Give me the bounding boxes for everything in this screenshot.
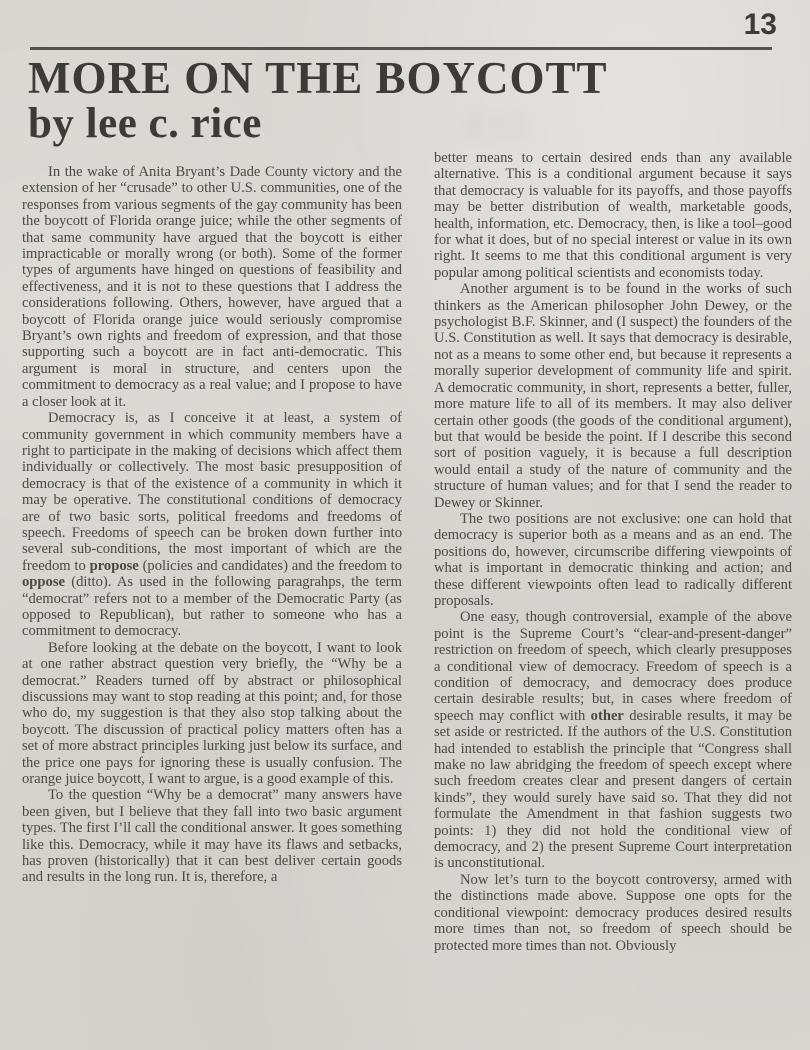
page-number: 13 [743, 8, 777, 41]
body-text: The two positions are not exclusive: one can hold that democracy is superior both as a means and as an end. The positions do, however, circumscribe differing viewpoints of what is important in democratic thinking and action; and these different viewpoints often lead to radically different proposals. [434, 510, 792, 609]
bold-text: propose [89, 557, 139, 574]
scan-showthrough-artifact: III [464, 103, 535, 148]
body-text: better means to certain desired ends than any available alternative. This is a conditional argument because it says that democracy is valuable for its payoffs, and those payoffs may be better distribution of wealth, marketable goods, health, information, etc. Democracy, then, is like a tool–good for what it does, but of no special interest or value in its own right. It seems to me that this conditional argument is very popular among political scientists and economists today. [434, 150, 792, 281]
body-text: To the question “Why be a democrat” many answers have been given, but I believe that they fall into two basic argument types. The first I’ll call the conditional answer. It goes something like this. Democracy, while it may have its flaws and setbacks, has proven (historically) that it can best deliver certain goods and results in the long run. It is, therefore, a [22, 787, 402, 886]
body-text: Before looking at the debate on the boycott, I want to look at one rather abstract question very briefly, the “Why be a democrat.” Readers turned off by abstract or philosophical discussions may want to stop reading at this point; and, for those who do, my suggestion is that they also stop talking about the boycott. The discussion of practical policy matters often has a set of more abstract principles lurking just below its surface, and the price one pays for ignoring these is usually confusion. The orange juice boycott, I want to argue, is a good example of this. [22, 639, 402, 788]
paragraph [434, 281, 792, 511]
paragraph [22, 164, 402, 410]
header-rule [30, 47, 772, 50]
paragraph [22, 410, 402, 640]
article-header [28, 53, 608, 147]
body-text: (ditto). As used in the following paragrahps, the term “democrat” refers not to a member of the Democratic Party (as opposed to Republican), but rather to someone who has a commitment to democracy. [22, 574, 402, 640]
body-text: (policies and candidates) and the freedom to [138, 557, 402, 574]
body-text: desirable results, it may be set aside or restricted. If the authors of the U.S. Constitution had intended to establish the principle that “Congress shall make no law abridging the freedom of speech except where such freedom creates clear and present dangers of certain kinds”, they would surely have said so. That they did not formulate the Amendment in that fashion suggests two points: 1) they did not hold the conditional view of democracy, and 2) the present Supreme Court interpretation is unconstitutional. [434, 707, 792, 872]
body-text: Now let’s turn to the boycott controversy, armed with the distinctions made above. Suppose one opts for the conditional viewpoint: democracy produces desired results more times than not, so freedom of speech should be protected more times than not. Obviously [434, 871, 792, 954]
article-byline: by lee c. rice [28, 99, 262, 147]
paragraph [22, 787, 402, 885]
right-column [434, 150, 792, 954]
bold-text: other [590, 707, 624, 724]
scan-showthrough-artifact: [ [380, 789, 402, 846]
article-body [22, 150, 792, 954]
paragraph [22, 640, 402, 788]
left-column [22, 150, 402, 954]
bold-text: oppose [22, 574, 65, 591]
body-text: In the wake of Anita Bryant’s Dade County victory and the extension of her “crusade” to other U.S. communities, one of the responses from various segments of the gay community has been the boycott of Florida orange juice; while the other segments of that same community have argued that the boycott is either impracticable or morally wrong (or both). Some of the former types of arguments have hinged on questions of feasibility and effectiveness, and it is not to these questions that I address the considerations following. Others, however, have argued that a boycott of Florida orange juice would seriously compromise Bryant’s own rights and freedom of expression, and that those supporting such a boycott are in fact anti-democratic. This argument is moral in structure, and centers upon the commitment to democracy as a real value; and I propose to have a closer look at it. [22, 164, 402, 410]
article-title: MORE ON THE BOYCOTT [28, 53, 608, 103]
body-text: One easy, though controversial, example of the above point is the Supreme Court’s “clear-and-present-danger” restriction on freedom of speech, which clearly presupposes a conditional view of democracy. Freedom of speech is a condition of democracy, and democracy does produce certain desirable results; but, in cases where freedom of speech may conflict with [434, 609, 792, 724]
paragraph [434, 150, 792, 281]
body-text: Another argument is to be found in the works of such thinkers as the American philosopher John Dewey, or the psychologist B.F. Skinner, and (I suspect) the founders of the U.S. Constitution as well. It says that democracy is desirable, not as a means to some other end, but because it represents a morally superior development of community life and spirit. A democratic community, in short, represents a better, fuller, more mature life to all of its members. It may also deliver certain other goods (the goods of the conditional argument), but that would be beside the point. If I describe this second sort of position vaguely, it is because a full description would entail a study of the nature of community and the structure of human values; and for that I send the reader to Dewey or Skinner. [434, 281, 792, 511]
body-text: Democracy is, as I conceive it at least, a system of community government in which community members have a right to participate in the making of decisions which affect them individually or collectively. The most basic presupposition of democracy is that of the existence of a community in which it may be operative. The constitutional conditions of democracy are of two basic sorts, political freedoms and freedoms of speech. Freedoms of speech can be broken down further into several sub-conditions, the most important of which are the freedom to [22, 410, 402, 574]
paragraph [434, 609, 792, 872]
paragraph [434, 511, 792, 609]
paragraph [434, 872, 792, 954]
